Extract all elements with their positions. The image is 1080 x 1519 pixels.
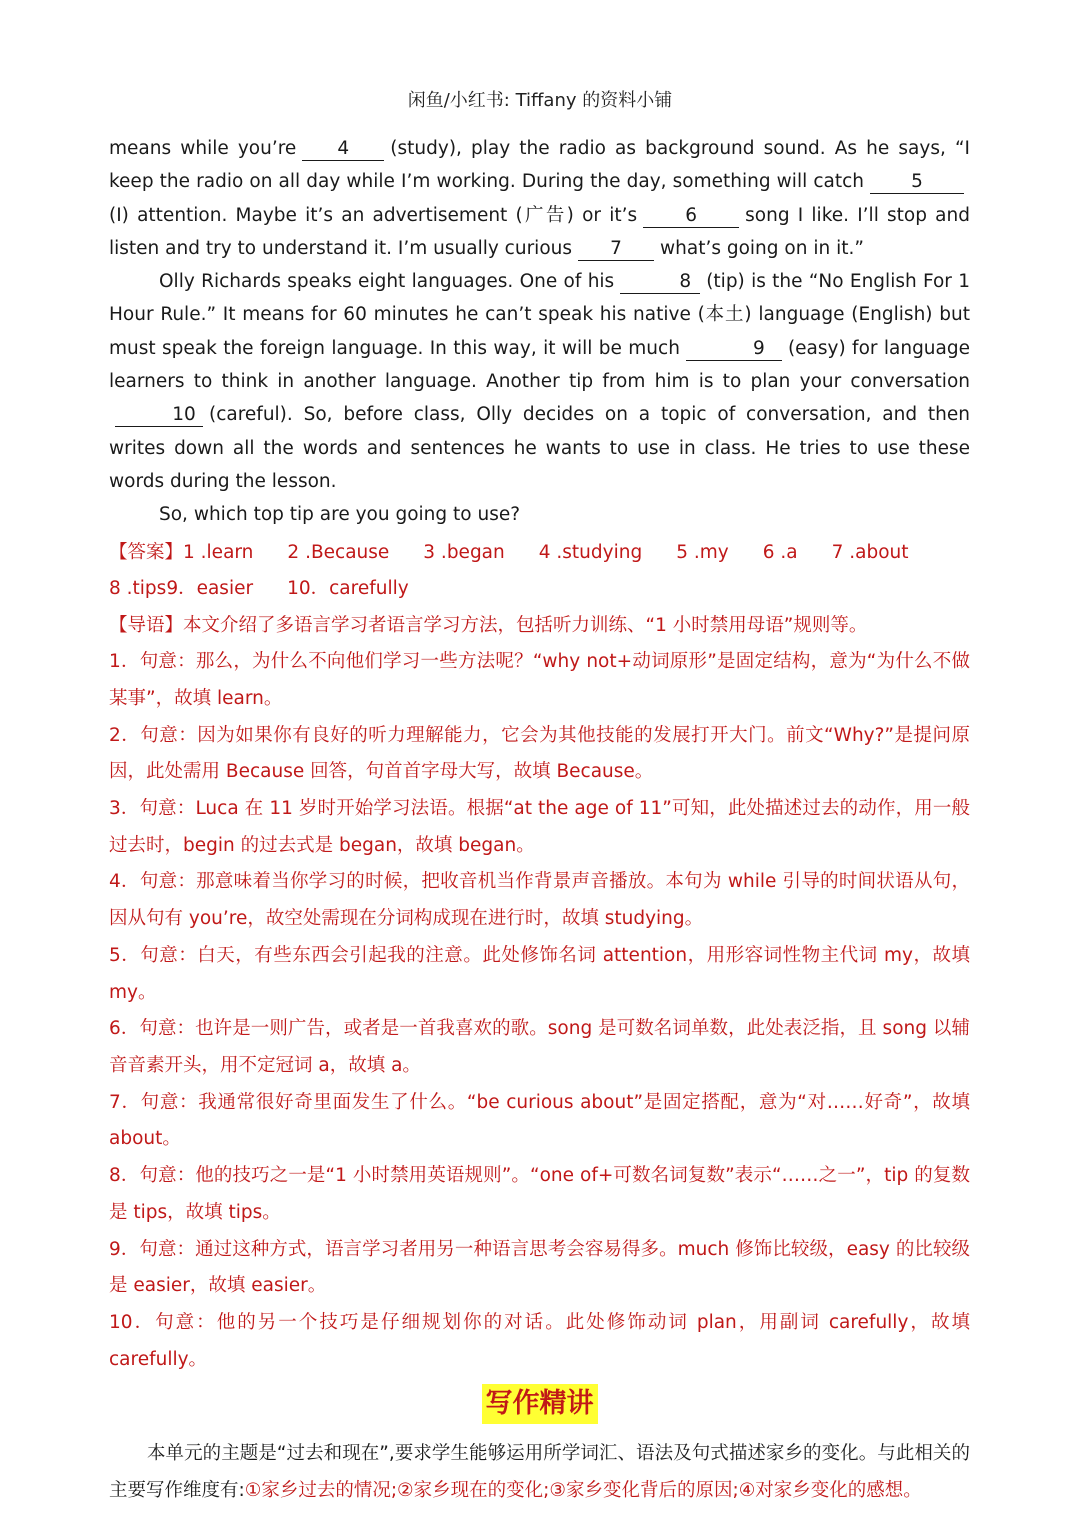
answer-3: 3 .began bbox=[423, 541, 505, 563]
answer-4: 4 .studying bbox=[538, 541, 643, 563]
text-run: (easy) for language learners to think in another language. Another tip from him is to plan your conversation bbox=[109, 337, 970, 393]
passage-paragraph-2 bbox=[109, 265, 970, 498]
explanation-3: 3．句意：Luca 在 11 岁时开始学习法语。根据“at the age of 11”可知，此处描述过去的动作，用一般过去时，begin 的过去式是 began，故填 began。 bbox=[109, 798, 970, 856]
answer-8: 8 .tips bbox=[109, 578, 167, 600]
text-run: (I) attention. Maybe it’s an advertisement (广告) or it’s bbox=[109, 204, 638, 226]
answer-key bbox=[109, 535, 970, 608]
blank-6: 6 bbox=[643, 205, 739, 228]
blank-5: 5 bbox=[870, 171, 964, 194]
explanation-10: 10．句意：他的另一个技巧是仔细规划你的对话。此处修饰动词 plan，用副词 carefully，故填 carefully。 bbox=[109, 1311, 970, 1370]
blank-10: 10 bbox=[115, 404, 203, 427]
blank-8: 8 bbox=[620, 271, 700, 294]
passage-paragraph-3: So, which top tip are you going to use? bbox=[159, 504, 521, 526]
answer-9: 9．easier bbox=[166, 578, 254, 600]
explanation-9: 9．句意：通过这种方式，语言学习者用另一种语言思考会容易得多。much 修饰比较级，easy 的比较级是 easier，故填 easier。 bbox=[109, 1238, 970, 1297]
blank-4: 4 bbox=[302, 138, 384, 161]
answer-2: 2 .Because bbox=[287, 541, 390, 563]
text-run: Olly Richards speaks eight languages. One of his bbox=[159, 271, 615, 293]
explanation-6: 6．句意：也许是一则广告，或者是一首我喜欢的歌。song 是可数名词单数，此处表泛指，且 song 以辅音音素开头，用不定冠词 a，故填 a。 bbox=[109, 1018, 970, 1076]
guide-text: 【导语】本文介绍了多语言学习者语言学习方法，包括听力训练、“1 小时禁用母语”规则等。 bbox=[109, 614, 868, 636]
explanation-7: 7．句意：我通常很好奇里面发生了什么。“be curious about”是固定搭配，意为“对……好奇”，故填 about。 bbox=[109, 1091, 970, 1150]
text-run: what’s going on in it.” bbox=[660, 237, 864, 259]
answer-5: 5 .my bbox=[676, 541, 729, 563]
content-area bbox=[109, 132, 970, 1510]
writing-intro bbox=[109, 1436, 970, 1509]
text-run: (careful). So, before class, Olly decides on a topic of conversation, and then writes down all the words and sentences he wants to use in class. He tries to use these words during the lesson. bbox=[109, 404, 970, 492]
section-title: 写作精讲 bbox=[482, 1384, 598, 1424]
blank-9: 9 bbox=[686, 338, 782, 361]
passage-paragraph-1 bbox=[109, 132, 970, 265]
page-header: 闲鱼/小红书: Tiffany 的资料小铺 bbox=[407, 90, 673, 111]
answer-label: 【答案】 bbox=[109, 541, 184, 563]
explanation-2: 2．句意：因为如果你有良好的听力理解能力，它会为其他技能的发展打开大门。前文“Why?”是提问原因，此处需用 Because 回答，句首首字母大写，故填 Because。 bbox=[109, 724, 970, 783]
answer-10: 10．carefully bbox=[287, 578, 409, 600]
explanation-5: 5．句意：白天，有些东西会引起我的注意。此处修饰名词 attention，用形容词性物主代词 my，故填 my。 bbox=[109, 944, 970, 1003]
answer-6: 6 .a bbox=[762, 541, 798, 563]
answer-7: 7 .about bbox=[831, 541, 909, 563]
answer-1: 1 .learn bbox=[183, 541, 254, 563]
text-run: song I like. I’ll stop and listen and try to understand it. I’m usually curious bbox=[109, 204, 970, 259]
explanation-8: 8．句意：他的技巧之一是“1 小时禁用英语规则”。“one of+可数名词复数”表示“……之一”，tip 的复数是 tips，故填 tips。 bbox=[109, 1165, 970, 1223]
intro-dimensions: ①家乡过去的情况;②家乡现在的变化;③家乡变化背后的原因;④对家乡变化的感想。 bbox=[244, 1480, 922, 1502]
text-run: means while you’re bbox=[109, 138, 297, 159]
text-run: (study), play the radio as background sound. As he says, “I keep the radio on all day while I’m working. During the day, something will catch bbox=[109, 138, 970, 193]
answer-item bbox=[109, 535, 253, 572]
explanation-4: 4．句意：那意味着当你学习的时候，把收音机当作背景声音播放。本句为 while 引导的时间状语从句，因从句有 you’re，故空处需现在分词构成现在进行时，故填 studying。 bbox=[109, 871, 970, 930]
intro-text: 本单元的主题是“过去和现在”,要求学生能够运用所学词汇、语法及句式描述家乡的变化。与此相关的主要写作维度有: bbox=[109, 1443, 970, 1502]
text-run: (tip) is the “No English For 1 Hour Rule.” It means for 60 minutes he can’t speak his native (本土) language (English) but must speak the foreign language. In this way, it will be much bbox=[109, 271, 970, 359]
explanation-1: 1．句意：那么，为什么不向他们学习一些方法呢？“why not+动词原形”是固定结构，意为“为什么不做某事”，故填 learn。 bbox=[109, 651, 970, 709]
blank-7: 7 bbox=[578, 238, 654, 261]
section-title-wrap bbox=[109, 1384, 970, 1424]
